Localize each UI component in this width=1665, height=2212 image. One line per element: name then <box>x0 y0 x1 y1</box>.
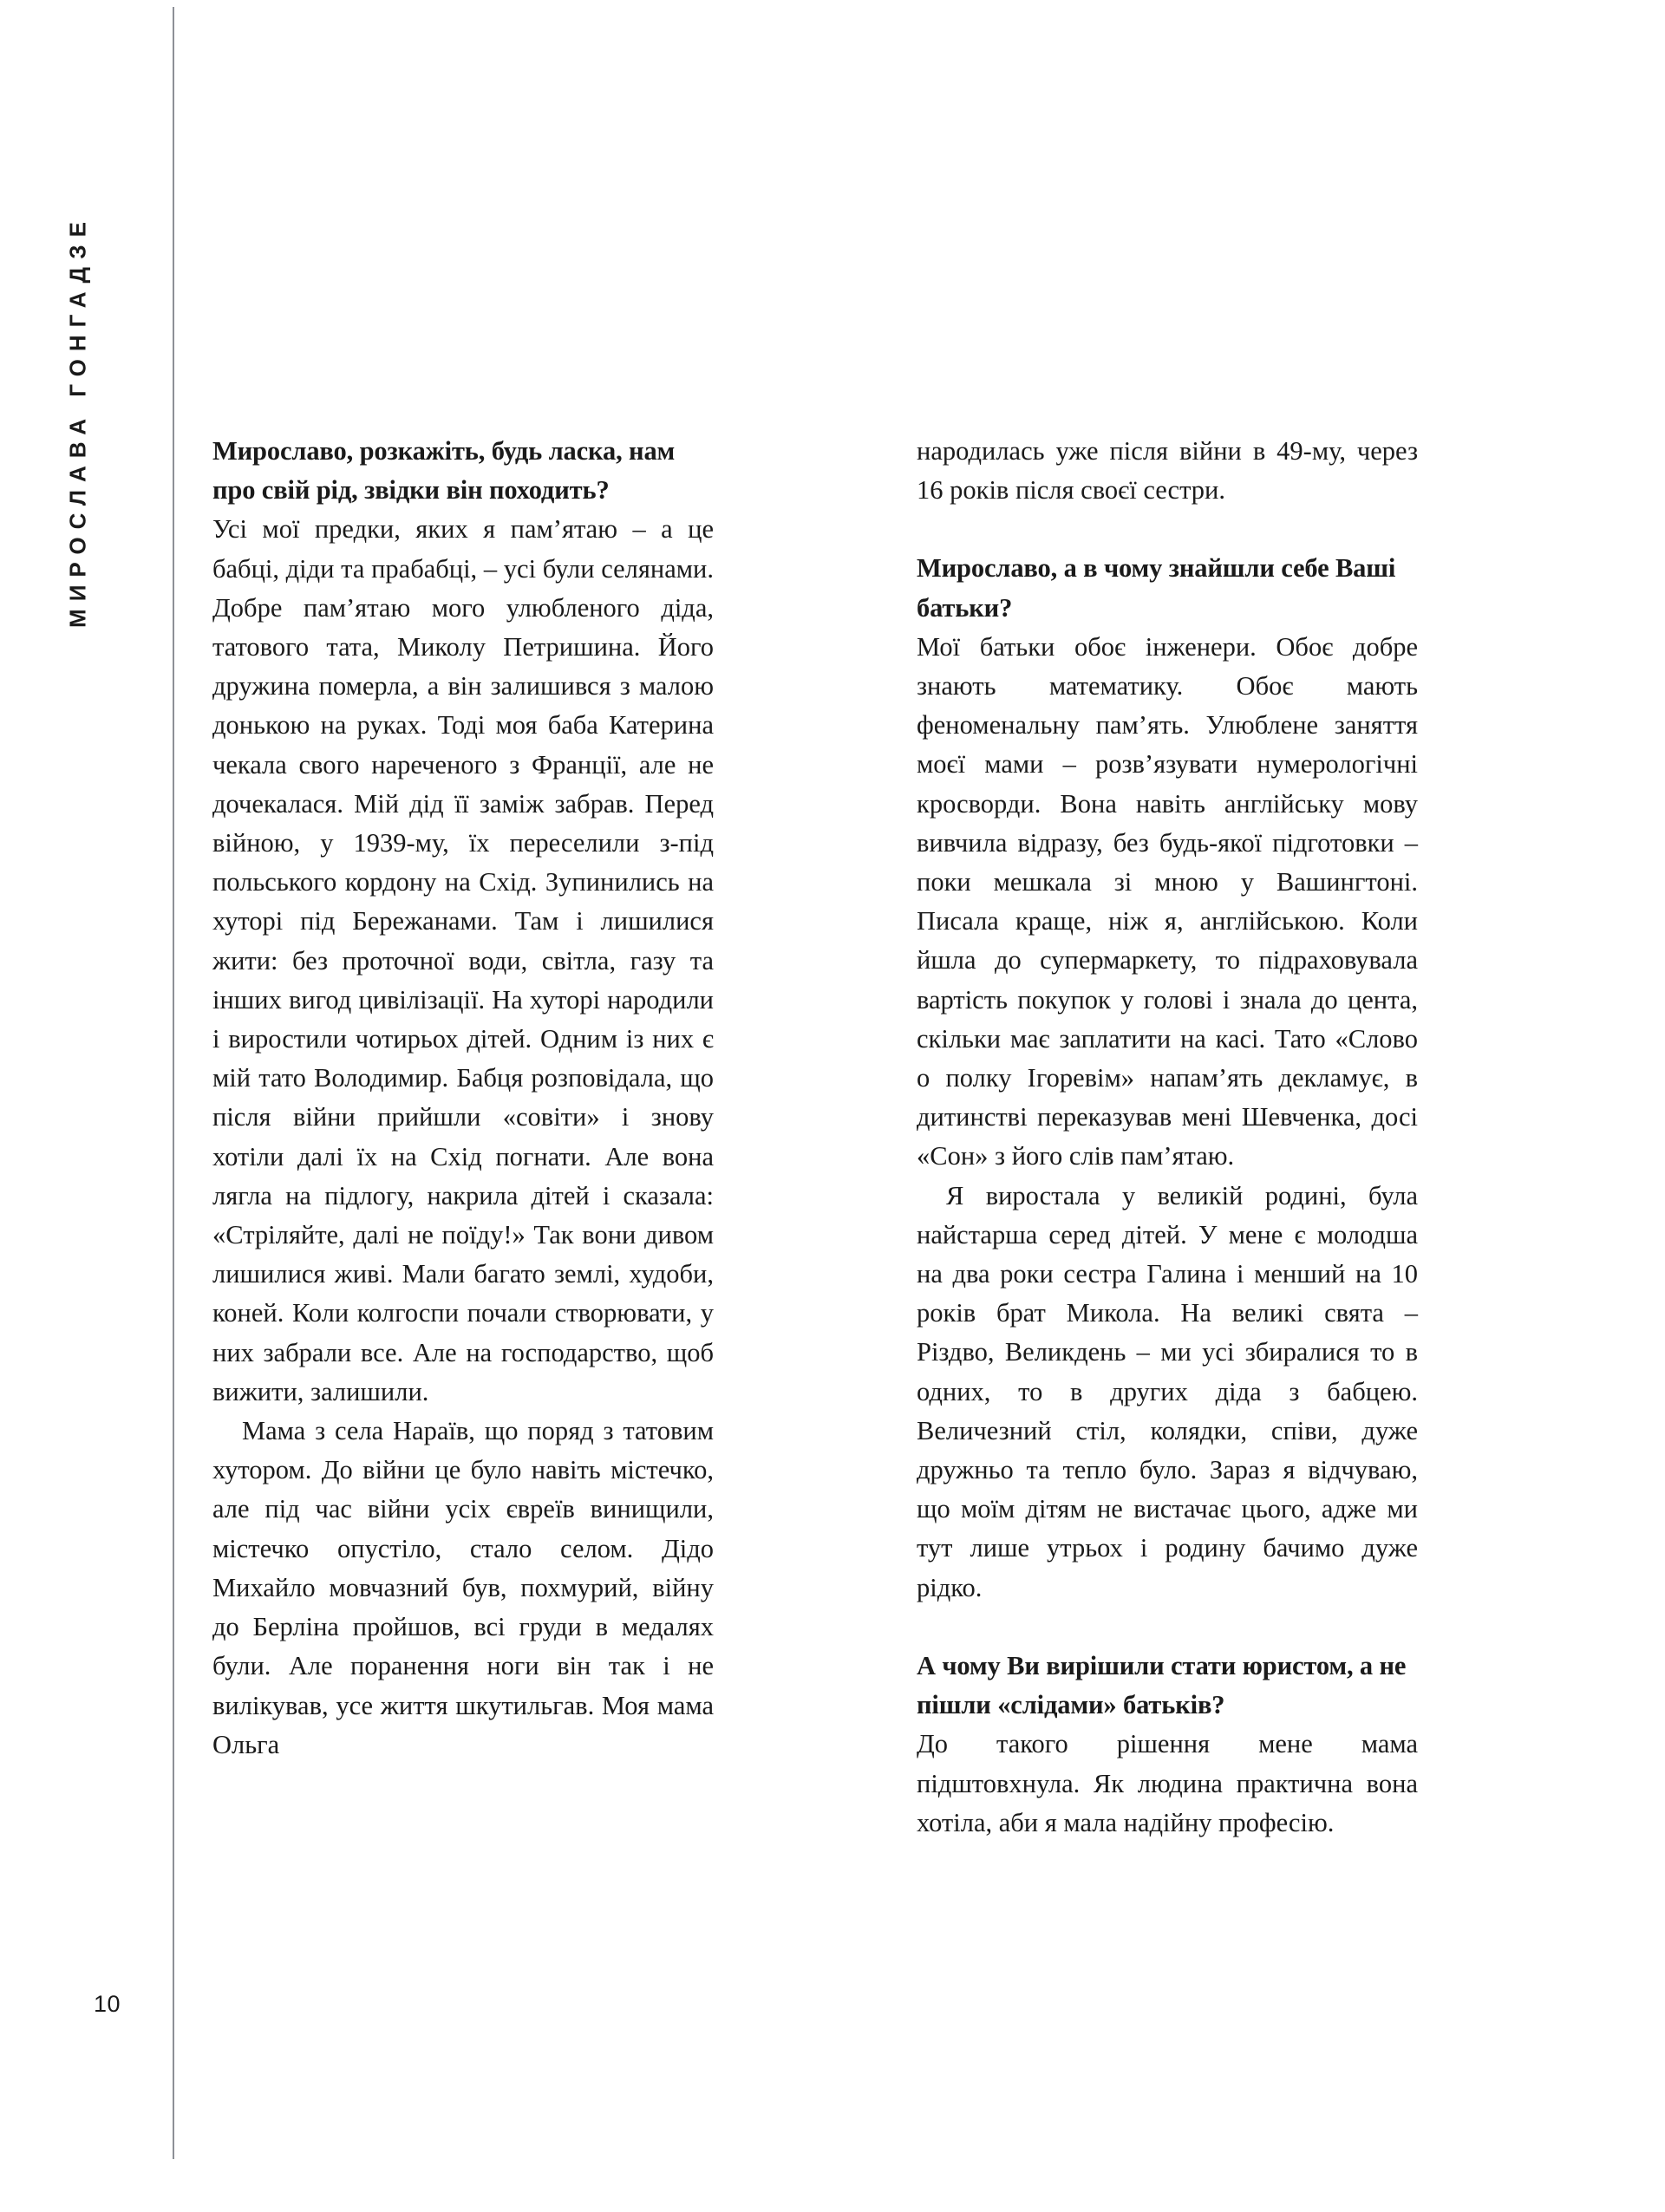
body-paragraph: Усі мої предки, яких я пам’ятаю – а це бабці, діди та прабабці, – усі були селянами. Добре пам’ятаю мого улюбленого діда, татового тата, Миколу Петришина. Його дружина померла, а він залишився з малою донькою на руках. Тоді моя баба Катерина чекала свого нареченого з Франції, але не дочекалася. Мій дід її заміж забрав. Перед війною, у 1939-му, їх переселили з-під польського кордону на Схід. Зупинились на хуторі під Бережанами. Там і лишилися жити: без проточної води, світла, газу та інших вигод цивілізації. На хуторі народили і виростили чотирьох дітей. Одним із них є мій тато Володимир. Бабця розповідала, що після війни прийшли «совіти» і знову хотіли далі їх на Схід погнати. Але вона лягла на підлогу, накрила дітей і сказала: «Стріляйте, далі не поїду!» Так вони дивом лишилися живі. Мали багато землі, худоби, коней. Коли колгоспи почали створювати, у них забрали все. Але на господарство, щоб вижити, залишили. <box>212 514 714 1406</box>
question-heading: Мирославо, а в чому знайшли себе Ваші батьки? <box>917 553 1396 623</box>
text-body <box>212 432 1418 2052</box>
body-paragraph: Я виростала у великій родині, була найстарша серед дітей. У мене є молодша на два роки сестра Галина і менший на 10 років брат Микола. На великі свята – Різдво, Великдень – ми усі збиралися то в одних, то в других діда з бабцею. Величезний стіл, колядки, співи, дуже дружньо та тепло було. Зараз я відчуваю, що моїм дітям не вистачає цього, адже ми тут лише утрьох і родину бачимо дуже рідко. <box>917 1180 1418 1602</box>
vertical-divider-rule <box>173 7 174 2159</box>
body-paragraph: Мама з села Нараїв, що поряд з татовим хутором. До війни це було навіть містечко, але під час війни усіх євреїв винищили, містечко опустіло, стало селом. Дідо Михайло мовчазний був, похмурий, війну до Берліна пройшов, всі груди в медалях були. Але поранення ноги він так і не вилікував, усе життя шкутильгав. Моя мама Ольга <box>212 1416 714 1759</box>
column-left <box>212 432 714 2052</box>
running-head <box>0 0 173 954</box>
body-paragraph: Мої батьки обоє інженери. Обоє добре знають математику. Обоє мають феноменальну пам’ять. Улюблене заняття моєї мами – розв’язувати нумерологічні кросворди. Вона навіть англійську мову вивчила відразу, без будь-якої підготовки – поки мешкала зі мною у Вашингтоні. Писала краще, ніж я, англійською. Коли йшла до супермаркету, то підраховувала вартість покупок у голові і знала до цента, скільки має заплатити на касі. Тато «Слово о полку Ігоревім» напам’ять декламує, в дитинстві переказував мені Шевченка, досі «Сон» з його слів пам’ятаю. <box>917 631 1418 1171</box>
running-head-label: МИРОСЛАВА ГОНГАДЗЕ <box>64 214 91 628</box>
body-paragraph: народилась уже після війни в 49-му, через 16 років після своєї сестри. <box>917 436 1418 506</box>
column-right <box>917 432 1418 2052</box>
page-number: 10 <box>94 1991 121 2017</box>
question-heading: А чому Ви вирішили стати юристом, а не пішли «слідами» батьків? <box>917 1650 1407 1720</box>
question-heading: Мирославо, розкажіть, будь ласка, нам про свій рід, звідки він походить? <box>212 436 676 506</box>
body-paragraph: До такого рішення мене мама підштовхнула. Як людина практична вона хотіла, аби я мала надійну професію. <box>917 1729 1418 1837</box>
